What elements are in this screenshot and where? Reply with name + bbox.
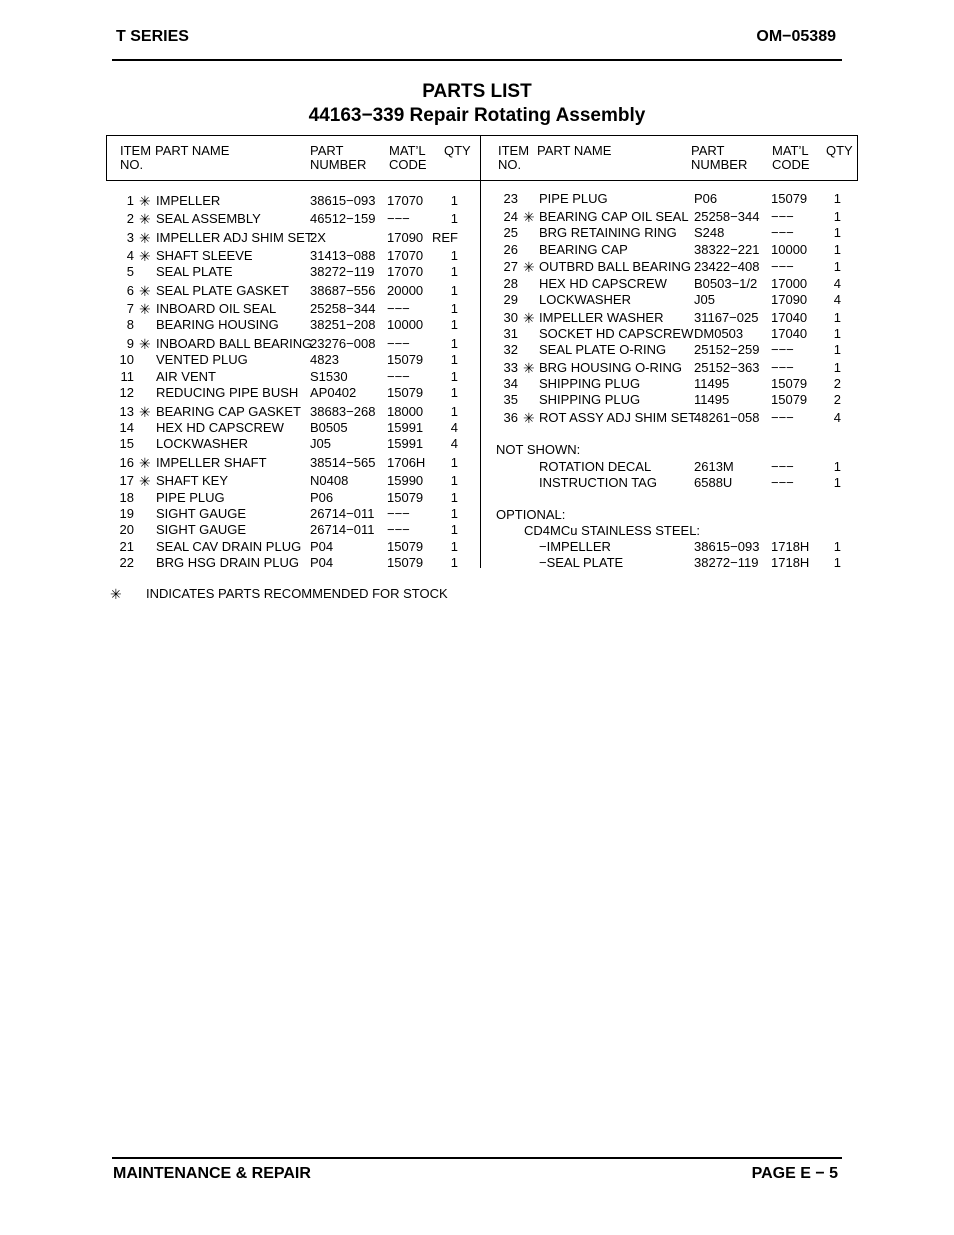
quantity: 1 — [450, 473, 458, 488]
item-number: 24 — [503, 209, 518, 224]
part-number: 23276−008 — [310, 336, 376, 351]
table-row — [0, 410, 954, 426]
part-name: BRG HOUSING O-RING — [539, 360, 683, 375]
document-number: OM−05389 — [756, 28, 836, 45]
stock-star-icon: ✳ — [523, 209, 535, 225]
item-number: 33 — [503, 360, 518, 375]
part-number: B0505 — [310, 420, 348, 435]
part-name: BRG HSG DRAIN PLUG — [156, 555, 300, 570]
table-row — [0, 242, 954, 258]
material-code: 15079 — [387, 490, 424, 505]
table-row — [0, 259, 954, 275]
part-name: SOCKET HD CAPSCREW — [539, 326, 694, 341]
material-code: 15079 — [771, 376, 808, 391]
quantity: 1 — [833, 555, 841, 570]
part-number: 38322−221 — [694, 242, 760, 257]
quantity: 4 — [833, 410, 841, 425]
quantity: 1 — [833, 342, 841, 357]
footer-section: MAINTENANCE & REPAIR — [113, 1165, 311, 1182]
part-number: 31413−088 — [310, 248, 376, 263]
item-number: 32 — [503, 342, 518, 357]
part-name: REDUCING PIPE BUSH — [156, 385, 299, 400]
material-code: 1718H — [771, 539, 810, 554]
col-header-qty-right: QTY — [826, 143, 853, 158]
item-number: 26 — [503, 242, 518, 257]
part-name: OUTBRD BALL BEARING — [539, 259, 691, 274]
table-row — [0, 459, 954, 475]
material-code: 15079 — [387, 555, 424, 570]
col-header-qty: QTY — [444, 143, 471, 158]
part-number: J05 — [694, 292, 715, 307]
material-code: 15079 — [387, 539, 424, 554]
part-name: −IMPELLER — [539, 539, 611, 554]
col-header-part-number-right: PART NUMBER — [691, 143, 748, 172]
stock-star-icon: ✳ — [523, 360, 535, 376]
part-name: IMPELLER SHAFT — [156, 455, 267, 470]
table-row — [0, 342, 954, 358]
item-number: 5 — [126, 264, 134, 279]
material-code: 1706H — [387, 455, 426, 470]
part-number: J05 — [310, 436, 331, 451]
item-number: 16 — [119, 455, 134, 470]
material-code: −−− — [387, 336, 410, 351]
part-number: 26714−011 — [310, 522, 375, 537]
page-title: PARTS LIST — [422, 81, 532, 102]
part-number: B0503−1/2 — [694, 276, 758, 291]
stock-star-icon: ✳ — [139, 301, 151, 317]
quantity: 2 — [833, 392, 841, 407]
quantity: 1 — [450, 490, 458, 505]
part-name: ROTATION DECAL — [539, 459, 652, 474]
part-name: SHAFT KEY — [156, 473, 229, 488]
table-row — [0, 555, 954, 571]
part-name: IMPELLER ADJ SHIM SET — [156, 230, 313, 245]
quantity: 1 — [450, 555, 458, 570]
material-code: −−− — [771, 459, 794, 474]
quantity: 1 — [450, 506, 458, 521]
table-row — [0, 506, 954, 522]
part-number: 25258−344 — [694, 209, 760, 224]
material-code: 17040 — [771, 326, 808, 341]
material-code: 17090 — [771, 292, 808, 307]
material-code: 15079 — [771, 191, 808, 206]
quantity: 1 — [450, 211, 458, 226]
material-code: −−− — [771, 342, 794, 357]
part-name: −SEAL PLATE — [539, 555, 624, 570]
quantity: 1 — [450, 404, 458, 419]
col-header-part-number: PART NUMBER — [310, 143, 367, 172]
part-number: P06 — [694, 191, 718, 206]
part-number: 38272−119 — [310, 264, 375, 279]
quantity: REF — [432, 230, 458, 245]
part-name: SEAL CAV DRAIN PLUG — [156, 539, 302, 554]
part-number: 4823 — [310, 352, 339, 367]
quantity: 1 — [833, 191, 841, 206]
part-name: SEAL PLATE O-RING — [539, 342, 667, 357]
part-number: P04 — [310, 555, 334, 570]
footer-page-number: PAGE E − 5 — [751, 1165, 838, 1182]
part-number: P06 — [310, 490, 334, 505]
part-number: 6588U — [694, 475, 733, 490]
item-number: 28 — [503, 276, 518, 291]
part-name: VENTED PLUG — [156, 352, 248, 367]
material-code: 17070 — [387, 193, 424, 208]
material-code: −−− — [771, 475, 794, 490]
part-name: BRG RETAINING RING — [539, 225, 677, 240]
table-row — [0, 522, 954, 538]
part-number: 48261−058 — [694, 410, 760, 425]
stock-star-icon: ✳ — [139, 283, 151, 299]
col-header-matl-code: MAT’L CODE — [389, 143, 427, 172]
part-name: PIPE PLUG — [156, 490, 225, 505]
part-name: SEAL PLATE — [156, 264, 233, 279]
table-row — [0, 376, 954, 392]
quantity: 1 — [450, 283, 458, 298]
material-code: 15991 — [387, 420, 424, 435]
header-rule — [112, 59, 842, 61]
part-number: S1530 — [310, 369, 348, 384]
material-code: −−− — [387, 506, 410, 521]
item-number: 19 — [119, 506, 134, 521]
part-name: SIGHT GAUGE — [156, 522, 247, 537]
part-number: 31167−025 — [694, 310, 759, 325]
part-name: BEARING CAP — [539, 242, 628, 257]
quantity: 1 — [833, 360, 841, 375]
material-code: 15990 — [387, 473, 424, 488]
material-code: −−− — [771, 225, 794, 240]
quantity: 1 — [450, 248, 458, 263]
quantity: 2 — [833, 376, 841, 391]
optional-sublabel: CD4MCu STAINLESS STEEL: — [524, 523, 701, 538]
material-code: 20000 — [387, 283, 424, 298]
part-name: ROT ASSY ADJ SHIM SET — [539, 410, 697, 425]
part-number: 2X — [310, 230, 326, 245]
part-number: 11495 — [694, 392, 730, 407]
item-number: 35 — [503, 392, 518, 407]
part-number: 25258−344 — [310, 301, 376, 316]
page-subtitle: 44163−339 Repair Rotating Assembly — [308, 105, 646, 126]
table-row — [0, 436, 954, 452]
series-title: T SERIES — [116, 28, 189, 45]
quantity: 1 — [450, 317, 458, 332]
stock-star-icon: ✳ — [139, 455, 151, 471]
item-number: 30 — [503, 310, 518, 325]
part-number: N0408 — [310, 473, 349, 488]
part-number: DM0503 — [694, 326, 744, 341]
stock-star-icon: ✳ — [139, 230, 151, 246]
col-header-part-name-right: PART NAME — [537, 143, 612, 158]
part-number: 38615−093 — [310, 193, 376, 208]
part-name: PIPE PLUG — [539, 191, 608, 206]
table-row — [0, 475, 954, 491]
item-number: 1 — [126, 193, 134, 208]
item-number: 3 — [126, 230, 134, 245]
quantity: 1 — [450, 369, 458, 384]
part-number: 38514−565 — [310, 455, 376, 470]
part-name: INSTRUCTION TAG — [539, 475, 657, 490]
table-row — [0, 490, 954, 506]
part-number: AP0402 — [310, 385, 357, 400]
material-code: −−− — [771, 259, 794, 274]
material-code: 10000 — [771, 242, 808, 257]
material-code: −−− — [771, 360, 794, 375]
material-code: 15079 — [771, 392, 808, 407]
part-number: 25152−259 — [694, 342, 760, 357]
material-code: 17040 — [771, 310, 808, 325]
col-header-part-name: PART NAME — [155, 143, 230, 158]
part-name: INBOARD BALL BEARING — [156, 336, 313, 351]
legend-text: INDICATES PARTS RECOMMENDED FOR STOCK — [146, 586, 448, 601]
not-shown-label: NOT SHOWN: — [496, 442, 581, 457]
part-number: 38272−119 — [694, 555, 759, 570]
quantity: 1 — [833, 259, 841, 274]
part-number: 38683−268 — [310, 404, 376, 419]
part-name: IMPELLER — [156, 193, 221, 208]
item-number: 23 — [503, 191, 518, 206]
item-number: 4 — [126, 248, 134, 263]
part-number: 46512−159 — [310, 211, 376, 226]
item-number: 13 — [119, 404, 134, 419]
item-number: 10 — [119, 352, 134, 367]
quantity: 4 — [833, 292, 841, 307]
stock-star-icon: ✳ — [139, 193, 151, 209]
part-name: AIR VENT — [156, 369, 216, 384]
stock-star-icon: ✳ — [523, 310, 535, 326]
item-number: 9 — [126, 336, 134, 351]
table-row — [0, 326, 954, 342]
material-code: 10000 — [387, 317, 424, 332]
quantity: 1 — [833, 242, 841, 257]
quantity: 4 — [450, 436, 458, 451]
part-number: 2613M — [694, 459, 734, 474]
part-number: 38615−093 — [694, 539, 760, 554]
part-number: 25152−363 — [694, 360, 760, 375]
item-number: 31 — [503, 326, 518, 341]
item-number: 2 — [126, 211, 134, 226]
col-header-item-right: ITEM NO. — [498, 143, 530, 172]
material-code: −−− — [771, 410, 794, 425]
material-code: −−− — [387, 301, 410, 316]
part-name: LOCKWASHER — [156, 436, 248, 451]
material-code: 1718H — [771, 555, 810, 570]
material-code: 15991 — [387, 436, 424, 451]
stock-star-icon: ✳ — [139, 248, 151, 264]
material-code: 15079 — [387, 352, 424, 367]
material-code: 15079 — [387, 385, 424, 400]
part-name: BEARING CAP OIL SEAL — [539, 209, 689, 224]
quantity: 1 — [833, 459, 841, 474]
part-name: IMPELLER WASHER — [539, 310, 664, 325]
item-number: 18 — [119, 490, 134, 505]
part-number: 38251−208 — [310, 317, 376, 332]
stock-star-icon: ✳ — [139, 404, 151, 420]
item-number: 27 — [503, 259, 518, 274]
quantity: 4 — [450, 420, 458, 435]
table-row — [0, 191, 954, 207]
item-number: 36 — [503, 410, 518, 425]
footer-rule — [112, 1157, 842, 1159]
material-code: −−− — [771, 209, 794, 224]
item-number: 25 — [503, 225, 518, 240]
table-row — [0, 539, 954, 555]
item-number: 20 — [119, 522, 134, 537]
part-name: LOCKWASHER — [539, 292, 631, 307]
material-code: 18000 — [387, 404, 424, 419]
quantity: 1 — [833, 225, 841, 240]
material-code: 17090 — [387, 230, 424, 245]
part-name: SHIPPING PLUG — [539, 392, 641, 407]
item-number: 8 — [126, 317, 134, 332]
material-code: 17000 — [771, 276, 808, 291]
item-number: 34 — [503, 376, 518, 391]
stock-star-icon: ✳ — [139, 211, 151, 227]
material-code: −−− — [387, 369, 410, 384]
part-name: SEAL ASSEMBLY — [156, 211, 261, 226]
part-number: P04 — [310, 539, 334, 554]
part-number: 11495 — [694, 376, 730, 391]
part-name: BEARING CAP GASKET — [156, 404, 301, 419]
part-name: SHIPPING PLUG — [539, 376, 641, 391]
quantity: 4 — [833, 276, 841, 291]
quantity: 1 — [450, 539, 458, 554]
material-code: −−− — [387, 522, 410, 537]
part-number: 38687−556 — [310, 283, 376, 298]
quantity: 1 — [450, 455, 458, 470]
part-name: INBOARD OIL SEAL — [156, 301, 277, 316]
quantity: 1 — [450, 301, 458, 316]
part-name: HEX HD CAPSCREW — [539, 276, 667, 291]
item-number: 14 — [119, 420, 134, 435]
col-header-item: ITEM NO. — [120, 143, 152, 172]
quantity: 1 — [450, 336, 458, 351]
table-row — [0, 360, 954, 376]
item-number: 15 — [119, 436, 134, 451]
quantity: 1 — [833, 539, 841, 554]
optional-label: OPTIONAL: — [496, 507, 566, 522]
item-number: 12 — [119, 385, 134, 400]
part-name: SHAFT SLEEVE — [156, 248, 253, 263]
part-name: BEARING HOUSING — [156, 317, 279, 332]
material-code: 17070 — [387, 248, 424, 263]
col-header-matl-code-right: MAT’L CODE — [772, 143, 810, 172]
table-row — [0, 225, 954, 241]
quantity: 1 — [450, 385, 458, 400]
quantity: 1 — [450, 193, 458, 208]
stock-star-icon: ✳ — [139, 473, 151, 489]
table-row — [0, 276, 954, 292]
item-number: 7 — [126, 301, 134, 316]
stock-star-icon: ✳ — [139, 336, 151, 352]
table-row — [0, 310, 954, 326]
quantity: 1 — [833, 326, 841, 341]
part-number: S248 — [694, 225, 725, 240]
table-row — [0, 392, 954, 408]
quantity: 1 — [833, 310, 841, 325]
stock-star-icon: ✳ — [523, 410, 535, 426]
quantity: 1 — [833, 475, 841, 490]
material-code: 17070 — [387, 264, 424, 279]
stock-star-icon: ✳ — [523, 259, 535, 275]
part-number: 26714−011 — [310, 506, 375, 521]
item-number: 17 — [119, 473, 134, 488]
part-name: SIGHT GAUGE — [156, 506, 247, 521]
quantity: 1 — [450, 352, 458, 367]
part-number: 23422−408 — [694, 259, 760, 274]
item-number: 11 — [120, 369, 134, 384]
material-code: −−− — [387, 211, 410, 226]
stock-star-icon: ✳ — [110, 586, 122, 602]
part-name: SEAL PLATE GASKET — [156, 283, 289, 298]
item-number: 29 — [503, 292, 518, 307]
item-number: 22 — [119, 555, 134, 570]
quantity: 1 — [450, 264, 458, 279]
table-row — [0, 292, 954, 308]
table-row — [0, 209, 954, 225]
quantity: 1 — [833, 209, 841, 224]
item-number: 21 — [119, 539, 134, 554]
part-name: HEX HD CAPSCREW — [156, 420, 284, 435]
quantity: 1 — [450, 522, 458, 537]
item-number: 6 — [126, 283, 134, 298]
